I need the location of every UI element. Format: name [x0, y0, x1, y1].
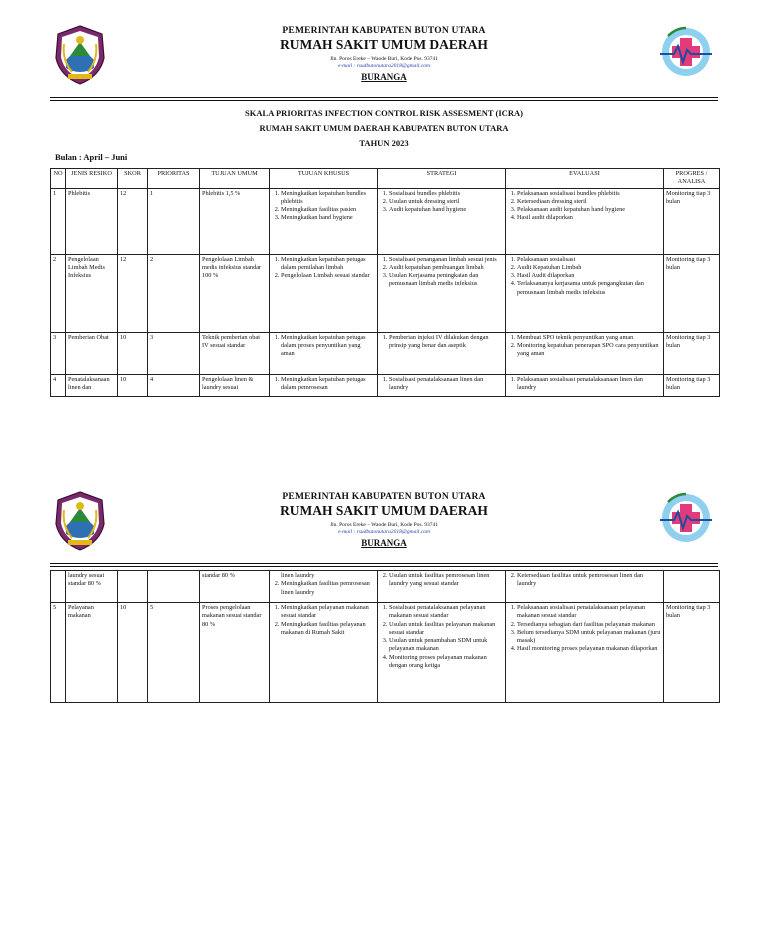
cell-no: 2 [51, 254, 66, 332]
cell-tujuan-umum: Proses pengelolaan makanan sesuai standar 80 % [200, 603, 270, 703]
list-item: 1. Meningkatkan kepatuhan petugas dalam pemilahan limbah [281, 256, 375, 273]
list-item: 1. Pelaksanaan sosialisasi penatalaksanaan linen dan laundry [517, 376, 661, 393]
list-item: 3. Usulan Kerjasama peningkatan dan pemusnaan limbah medis infeksius [389, 272, 503, 289]
hospital-name: RUMAH SAKIT UMUM DAERAH [280, 503, 488, 518]
address: Jln. Poros Ereke – Waode Buri, Kode Pos. 93741 [329, 56, 439, 62]
icra-table-page1 [50, 168, 720, 397]
list-item: 4. Hasil audit dilaporkan [517, 214, 661, 222]
cell-evaluasi [506, 188, 664, 254]
list-item: 1. Meningkatkan pelayanan makanan sesuai standar [281, 604, 375, 621]
cell-evaluasi [506, 571, 664, 603]
cell-jenis: Pemberian Obat [66, 332, 118, 374]
list-item: 2. Ketersediaan dressing steril [517, 198, 661, 206]
cell-tujuan-umum: Phlebitis 1,5 % [200, 188, 270, 254]
cell-no [51, 571, 66, 603]
hospital-logo-icon [656, 24, 714, 80]
table-row [51, 188, 720, 254]
table-row [51, 603, 720, 703]
col-no: NO [51, 169, 66, 189]
list-item: 2. Ketersediaan fasilitas untuk pemrosesan linen dan laundry [517, 572, 661, 589]
cell-prioritas: 4 [148, 374, 200, 396]
cell-progres: Monitoring tiap 3 bulan [664, 603, 720, 703]
list-item: 2. Usulan untuk dressing steril [389, 198, 503, 206]
letterhead-page2 [50, 490, 718, 560]
email: e-mail : rsudbutonutara2018@gmail.com [338, 529, 430, 535]
cell-tujuan-khusus [270, 188, 378, 254]
list-item: 3. Belum tersedianya SDM untuk pelayanan makanan (juru masak) [517, 629, 661, 646]
period-label: Bulan : April – Juni [55, 152, 128, 162]
cell-strategi [378, 571, 506, 603]
cell-no: 5 [51, 603, 66, 703]
cell-progres: Monitoring tiap 3 bulan [664, 254, 720, 332]
icra-table-page2 [50, 570, 720, 703]
cell-no: 3 [51, 332, 66, 374]
cell-strategi [378, 603, 506, 703]
cell-skor: 10 [118, 332, 148, 374]
title-icra: SKALA PRIORITAS INFECTION CONTROL RISK ASSESMENT (ICRA) [245, 108, 523, 118]
cell-prioritas: 3 [148, 332, 200, 374]
col-skor: SKOR [118, 169, 148, 189]
table-row [51, 332, 720, 374]
cell-tujuan-umum: Pengelolaan linen & laundry sesuai [200, 374, 270, 396]
list-item: 2. Pengelolaan Limbah sesuai standar [281, 272, 375, 280]
list-item: 3. Usulan untuk penambahan SDM untuk pelayanan makanan [389, 637, 503, 654]
col-strategi: STRATEGI [378, 169, 506, 189]
cell-jenis: Penatalaksanaan linen dan [66, 374, 118, 396]
header-rule [50, 563, 718, 564]
cell-skor [118, 571, 148, 603]
list-item: 1. Pelaksanaan sosialisasi bundles phlebitis [517, 190, 661, 198]
list-item: 4. Monitoring proses pelayanan makanan dengan orang ketiga [389, 654, 503, 671]
email: e-mail : rsudbutonutara2018@gmail.com [338, 63, 430, 69]
cell-skor: 10 [118, 603, 148, 703]
cell-tujuan-khusus [270, 571, 378, 603]
gov-name: PEMERINTAH KABUPATEN BUTON UTARA [282, 492, 486, 502]
list-item: 2. Meningkatkan fasilitas pasien [281, 206, 375, 214]
cell-tujuan-umum: standar 80 % [200, 571, 270, 603]
list-item: 2. Meningkatkan fasilitas pelayanan makanan di Rumah Sakit [281, 621, 375, 638]
cell-tujuan-umum: Teknik pemberian obat IV sesuai standar [200, 332, 270, 374]
list-item: 1. Pemberian injeksi IV dilakukan dengan prinsip yang benar dan aseptik [389, 334, 503, 351]
hospital-name: RUMAH SAKIT UMUM DAERAH [280, 37, 488, 52]
list-item: 1. Pelaksanaan sosialisasi [517, 256, 661, 264]
cell-jenis: Phlebitis [66, 188, 118, 254]
list-item: linen laundry [281, 572, 315, 579]
list-item: 2. Monitoring kepatuhan penerapan SPO cara penyuntikan yang aman [517, 342, 661, 359]
hospital-logo-icon [656, 490, 714, 546]
document-titles [0, 106, 768, 151]
list-item: 1. Pelaksanaan sosialisasi penatalaksanaan pelayanan makanan sesuai standar [517, 604, 661, 621]
cell-strategi [378, 374, 506, 396]
list-item: 2. Audit kepatuhan pembuangan limbah [389, 264, 503, 272]
table-row [51, 374, 720, 396]
cell-tujuan-khusus [270, 254, 378, 332]
cell-tujuan-khusus [270, 332, 378, 374]
cell-tujuan-khusus [270, 374, 378, 396]
cell-no: 1 [51, 188, 66, 254]
cell-strategi [378, 332, 506, 374]
list-item: 3. Hasil Audit dilaporkan [517, 272, 661, 280]
list-item: 1. Sosialisasi penatalaksanaan pelayanan makanan sesuai standar [389, 604, 503, 621]
cell-prioritas [148, 571, 200, 603]
list-item: 4. Hasil monitoring proses pelayanan makanan dilaporkan [517, 645, 661, 653]
list-item: 1. Sosialisasi bundles phlebitis [389, 190, 503, 198]
cell-evaluasi [506, 254, 664, 332]
cell-prioritas: 5 [148, 603, 200, 703]
city: BURANGA [361, 72, 407, 82]
cell-prioritas: 1 [148, 188, 200, 254]
header-rule [50, 97, 718, 98]
cell-prioritas: 2 [148, 254, 200, 332]
list-item: 1. Meningkatkan kepatuhan bundles phlebitis [281, 190, 375, 207]
letterhead-page1 [50, 24, 718, 94]
list-item: 3. Meningkatkan hand hygiene [281, 214, 375, 222]
cell-evaluasi [506, 332, 664, 374]
title-hospital: RUMAH SAKIT UMUM DAERAH KABUPATEN BUTON UTARA [259, 123, 509, 133]
cell-tujuan-khusus [270, 603, 378, 703]
table-header-row [51, 169, 720, 189]
cell-progres: Monitoring tiap 3 bulan [664, 188, 720, 254]
header-rule-thin [50, 566, 718, 567]
cell-progres: Monitoring tiap 3 bulan [664, 374, 720, 396]
list-item: 2. Usulan untuk fasilitas pelayanan makanan sesuai standar [389, 621, 503, 638]
table-row [51, 571, 720, 603]
cell-tujuan-umum: Pengelolaan Limbah medis infeksius standar 100 % [200, 254, 270, 332]
cell-evaluasi [506, 603, 664, 703]
cell-progres: Monitoring tiap 3 bulan [664, 332, 720, 374]
cell-evaluasi [506, 374, 664, 396]
cell-strategi [378, 254, 506, 332]
cell-no: 4 [51, 374, 66, 396]
list-item: 1. Sosialisasi penatalaksanaan linen dan laundry [389, 376, 503, 393]
cell-skor: 10 [118, 374, 148, 396]
cell-jenis: laundry sesuai standar 80 % [66, 571, 118, 603]
list-item: 2. Meningkatkan fasilitas pemrosesan linen laundry [281, 580, 375, 597]
list-item: 2. Usulan untuk fasilitas pemrosesan linen laundry yang sesuai standar [389, 572, 503, 589]
list-item: 3. Audit kepatuhan hand hygiene [389, 206, 503, 214]
list-item: 1. Membuat SPO teknik penyuntikan yang aman [517, 334, 661, 342]
header-rule-thin [50, 100, 718, 101]
cell-skor: 12 [118, 188, 148, 254]
list-item: 2. Tersedianya sebagian dari fasilitas pelayanan makanan [517, 621, 661, 629]
city: BURANGA [361, 538, 407, 548]
cell-jenis: Pengelolaan Limbah Medis Infeksius [66, 254, 118, 332]
col-progres: PROGRES / ANALISA [664, 169, 720, 189]
table-row [51, 254, 720, 332]
list-item: 1. Sosialisasi penanganan limbah sesuai jenis [389, 256, 503, 264]
title-year: TAHUN 2023 [359, 138, 409, 148]
col-evaluasi: EVALUASI [506, 169, 664, 189]
list-item: 1. Meningkatkan kepatuhan petugas dalam pemrosesan [281, 376, 375, 393]
cell-jenis: Pelayanan makanan [66, 603, 118, 703]
list-item: 1. Meningkatkan kepatuhan petugas dalam proses penyuntikan yang aman [281, 334, 375, 359]
gov-name: PEMERINTAH KABUPATEN BUTON UTARA [282, 26, 486, 36]
address: Jln. Poros Ereke – Waode Buri, Kode Pos. 93741 [329, 522, 439, 528]
col-prioritas: PRIORITAS [148, 169, 200, 189]
col-jenis: JENIS RESIKO [66, 169, 118, 189]
cell-skor: 12 [118, 254, 148, 332]
cell-strategi [378, 188, 506, 254]
col-tujuan-khusus: TUJUAN KHUSUS [270, 169, 378, 189]
list-item: 2. Audit Kepatuhan Limbah [517, 264, 661, 272]
col-tujuan-umum: TUJUAN UMUM [200, 169, 270, 189]
list-item: 4. Terlaksananya kerjasama untuk pengangkutan dan pemusnaan limbah medis infeksius [517, 280, 661, 297]
list-item: 3. Pelaksanaan audit kepatuhan hand hygiene [517, 206, 661, 214]
cell-progres [664, 571, 720, 603]
